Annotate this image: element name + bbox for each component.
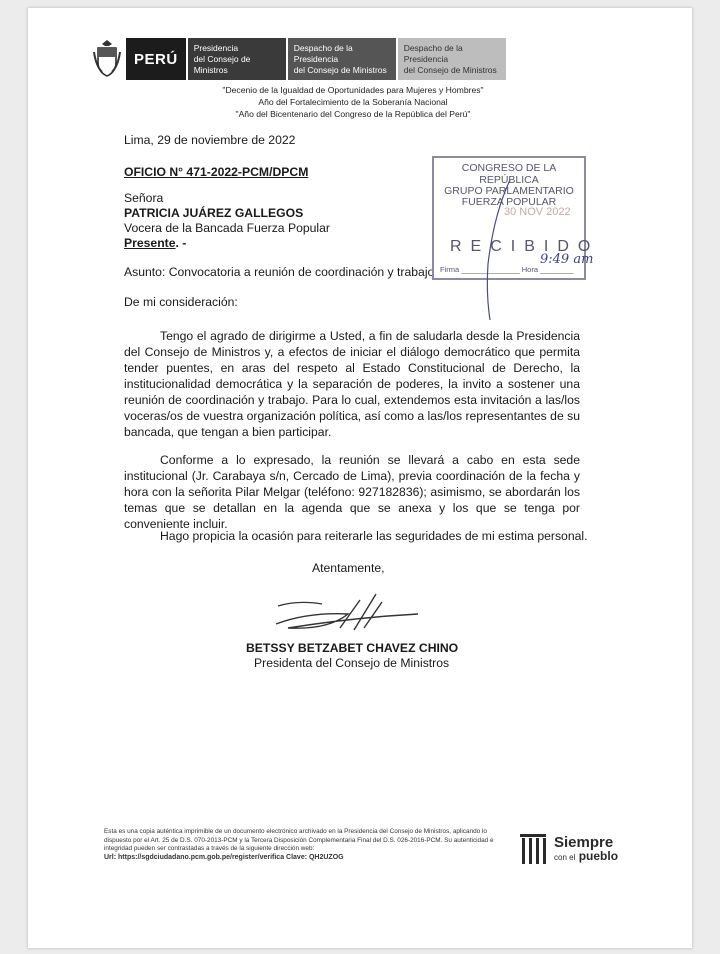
stamp-date: 30 NOV 2022 [504,206,571,218]
letterhead [92,38,506,80]
coat-of-arms-icon [92,38,122,78]
authenticity-note [104,828,504,862]
recipient-name: PATRICIA JUÁREZ GALLEGOS [124,206,304,220]
stamp-firma-hora: Firma ______________ Hora ________ [440,265,574,274]
paragraph-1: Tengo el agrado de dirigirme a Usted, a fin de saludarla desde la Presidencia del Consejo de Ministros y, a efectos de iniciar el diálogo democrático que permita tender puentes, en aras del respeto al Estado Constitucional de Derecho, la institucionalidad democrática y la separación de poderes, la invito a sostener una reunión de coordinación y trabajo. Para lo cual, extendemos esta invitación a las/los voceras/os de vuestra organización política, así como a las/los representantes de su bancada, que tengan a bien participar. [124,329,580,439]
header-box2-line2: del Consejo de Ministros [293,64,387,75]
header-box-despacho-light [396,38,506,80]
year-motto-2: Año del Fortalecimiento de la Soberanía Nacional [258,97,448,107]
letter-date: Lima, 29 de noviembre de 2022 [124,133,296,147]
brand-pueblo: pueblo [578,848,619,863]
stamp-line-1: CONGRESO DE LA REPÚBLICA [461,162,557,186]
header-box2-line1: Despacho de la Presidencia [293,42,353,64]
signer-name: BETSSY BETZABET CHAVEZ CHINO [246,641,459,655]
stamp-line-2: GRUPO PARLAMENTARIO [444,185,574,197]
stamp-firma-label: Firma [440,265,460,274]
stamp-handwritten-stroke [474,174,534,324]
stamp-hora-label: Hora [521,265,539,274]
header-box3-line2: del Consejo de Ministros [403,64,497,75]
peru-label: PERÚ [126,38,186,80]
header-box1-line1: Presidencia [193,42,239,53]
stamp-line-3: FUERZA POPULAR [461,196,557,208]
columns-icon [518,832,548,866]
paragraph-2: Conforme a lo expresado, la reunión se llevará a cabo en esta sede institucional (Jr. Carabaya s/n, Cercado de Lima), previa coordinación de la fecha y hora con la señorita Pilar Melgar (teléfono: 927182836); asimismo, se abordarán los temas que se detallan en la agenda que se anexa y los que se tenga por conveniente incluir. [124,453,580,531]
header-box-despacho [286,38,396,80]
signer-role: Presidenta del Consejo de Ministros [254,656,450,670]
stamp-recibido: RECIBIDO [450,238,600,255]
handwritten-signature [268,590,438,640]
paragraph-3: Hago propicia la ocasión para reiterarle las seguridades de mi estima personal. [160,529,588,543]
closing: Atentamente, [312,561,385,575]
year-motto-1: "Decenio de la Igualdad de Oportunidades para Mujeres y Hombres" [222,85,484,95]
recipient-role: Vocera de la Bancada Fuerza Popular [124,221,330,235]
header-box3-line1: Despacho de la Presidencia [403,42,463,64]
header-box1-line2: del Consejo de Ministros [193,53,251,75]
brand-siempre: Siempre [554,833,614,851]
presente-word: Presente [124,236,176,250]
year-mottos [218,84,488,120]
presente-line [124,235,186,251]
authenticity-text: Esta es una copia auténtica imprimible de un documento electrónico archivado en la Presidencia del Consejo de Ministros, aplicando lo dispuesto por el Art. 25 de D.S. 070-2013-PCM y la Tercera Disposición Complementaria Final del D.S. 026-2016-PCM. Su autenticidad e integridad pueden ser contrastadas a través de la siguiente dirección web: [104,828,494,853]
stamp-handwritten-time: 9:49 am [540,252,594,267]
subject-line: Asunto: Convocatoria a reunión de coordinación y trabajo [124,265,435,279]
greeting: De mi consideración: [124,295,238,309]
siempre-con-el-pueblo-logo [518,832,618,866]
verification-url: Url: https://sgdciudadano.pcm.gob.pe/register/verifica Clave: QH2UZOG [104,853,344,861]
salutation: Señora [124,191,164,205]
presente-suffix: . - [175,236,187,250]
year-motto-3: "Año del Bicentenario del Congreso de la República del Perú" [235,109,471,119]
brand-pueblo-line [554,850,618,864]
brand-con-el: con el [554,852,576,862]
oficio-number: OFICIO N° 471-2022-PCM/DPCM [124,165,309,179]
header-box-presidencia [186,38,286,80]
